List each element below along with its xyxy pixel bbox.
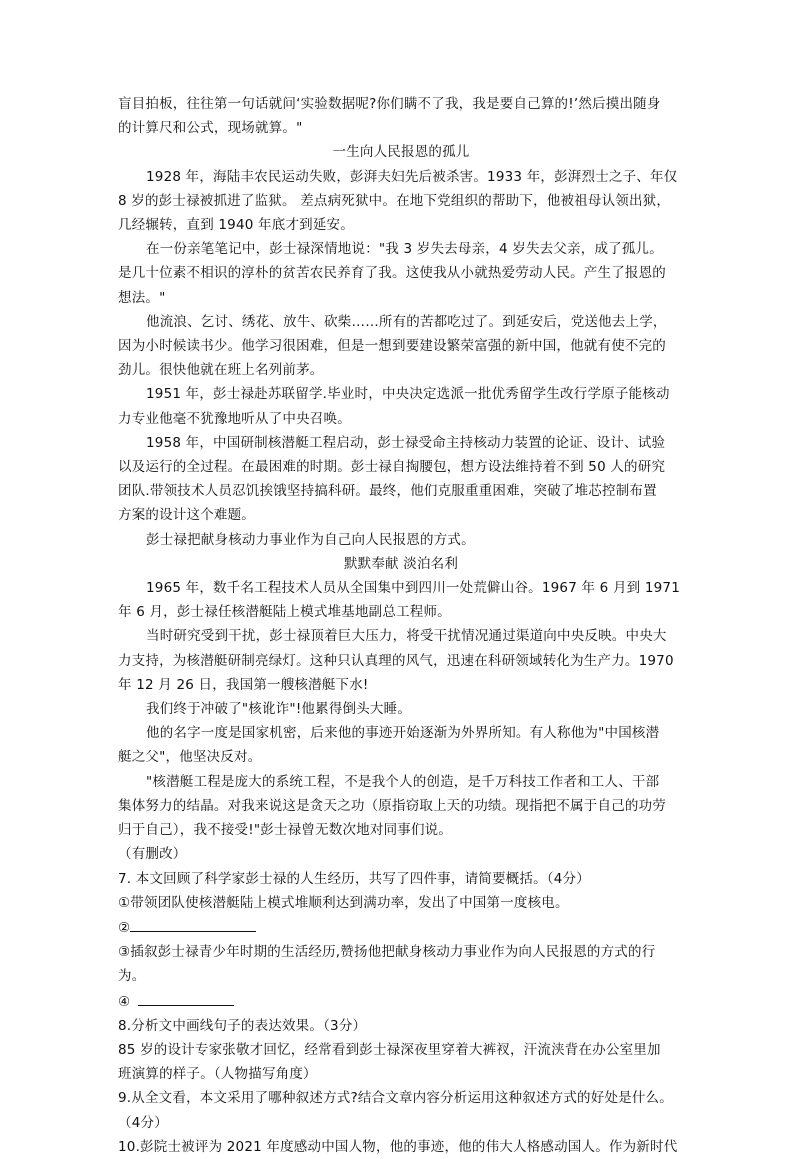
text-line bbox=[118, 624, 684, 648]
text-line bbox=[118, 1086, 684, 1110]
text-line bbox=[118, 310, 684, 334]
line-text: 力专业他毫不犹豫地听从了中央召唤。 bbox=[118, 410, 351, 427]
line-text: 年 6 月，彭士禄任核潜艇陆上模式堆基地副总工程师。 bbox=[118, 604, 451, 621]
line-text: 8.分析文中画线句子的表达效果。（3分） bbox=[118, 1017, 367, 1034]
text-line bbox=[118, 1135, 684, 1159]
text-line bbox=[118, 891, 684, 915]
text-line bbox=[118, 455, 684, 479]
document-page bbox=[118, 92, 684, 1159]
line-text: 一生向人民报恩的孤儿 bbox=[332, 144, 470, 161]
text-line bbox=[118, 286, 684, 310]
line-text: 当时研究受到干扰，彭士禄顶着巨大压力，将受干扰情况通过渠道向中央反映。中央大 bbox=[146, 628, 667, 645]
line-text: 艇之父"，他坚决反对。 bbox=[118, 749, 262, 766]
line-text: ② bbox=[118, 919, 131, 936]
line-text: 归于自己），我不接受!"彭士禄曾无数次地对同事们说。 bbox=[118, 822, 453, 839]
text-line bbox=[118, 721, 684, 745]
text-line bbox=[118, 697, 684, 721]
line-text: 劲儿。很快他就在班上名列前茅。 bbox=[118, 362, 324, 379]
line-text: 因为小时候读书少。他学习很困难，但是一想到要建设繁荣富强的新中国，他就有使不完的 bbox=[118, 338, 666, 355]
text-line bbox=[118, 964, 684, 988]
line-text: 1928 年，海陆丰农民运动失败，彭湃夫妇先后被杀害。1933 年，彭湃烈士之子、年仅 bbox=[146, 168, 678, 185]
text-line bbox=[118, 649, 684, 673]
text-line bbox=[118, 528, 684, 552]
line-text: 1958 年，中国研制核潜艇工程启动，彭士禄受命主持核动力装置的论证、设计、试验 bbox=[146, 434, 666, 451]
text-line bbox=[118, 479, 684, 503]
line-text: 默默奉献 淡泊名利 bbox=[343, 555, 459, 572]
text-line bbox=[118, 745, 684, 769]
line-text: ③插叙彭士禄青少年时期的生活经历,赞扬他把献身核动力事业作为向人民报恩的方式的行 bbox=[118, 944, 656, 961]
text-line bbox=[118, 382, 684, 406]
line-text: 力支持，为核潜艇研制亮绿灯。这种只认真理的风气，迅速在科研领域转化为生产力。1970 bbox=[118, 652, 674, 669]
text-line bbox=[118, 915, 684, 940]
line-text: ④ bbox=[118, 993, 131, 1010]
line-text: 是几十位素不相识的淳朴的贫苦农民养育了我。这使我从小就热爱劳动人民。产生了报恩的 bbox=[118, 265, 666, 282]
line-text: （4分） bbox=[118, 1114, 168, 1131]
line-text: 团队.带领技术人员忍饥挨饿坚持搞科研。最终，他们克服重重困难，突破了堆芯控制布置 bbox=[118, 483, 657, 500]
line-text: （有删改） bbox=[118, 846, 187, 863]
text-line bbox=[118, 237, 684, 261]
line-text: 9.从全文看，本文采用了哪种叙述方式?结合文章内容分析运用这种叙述方式的好处是什么。 bbox=[118, 1090, 673, 1107]
text-line bbox=[118, 165, 684, 189]
line-text: 年 12 月 26 日，我国第一艘核潜艇下水! bbox=[118, 676, 369, 693]
text-line bbox=[118, 673, 684, 697]
text-line bbox=[118, 842, 684, 866]
line-text: 为。 bbox=[118, 968, 146, 985]
line-text: 在一份亲笔笔记中，彭士禄深情地说："我 3 岁失去母亲，4 岁失去父亲，成了孤儿。 bbox=[146, 241, 663, 258]
line-text: 我们终于冲破了"核讹诈"!他累得倒头大睡。 bbox=[146, 701, 412, 718]
line-text: 1951 年，彭士禄赴苏联留学.毕业时，中央决定选派一批优秀留学生改行学原子能核动 bbox=[146, 386, 670, 403]
answer-blank bbox=[138, 989, 234, 1006]
line-text: 想法。" bbox=[118, 289, 166, 306]
text-line bbox=[118, 261, 684, 285]
text-line bbox=[118, 794, 684, 818]
line-text: 的计算尺和公式，现场就算。" bbox=[118, 120, 303, 137]
section-heading bbox=[118, 552, 684, 576]
line-text: 85 岁的设计专家张敬才回忆，经常看到彭士禄深夜里穿着大裤衩，汗流浃背在办公室里加 bbox=[118, 1041, 661, 1058]
line-text: 7. 本文回顾了科学家彭士禄的人生经历，共写了四件事，请简要概括。（4分） bbox=[118, 870, 590, 887]
line-text: 1965 年，数千名工程技术人员从全国集中到四川一处荒僻山谷。1967 年 6 月到 1971 bbox=[146, 580, 681, 597]
line-text: 方案的设计这个难题。 bbox=[118, 507, 255, 524]
line-text: 几经辗转，直到 1940 年底才到延安。 bbox=[118, 217, 354, 234]
answer-blank bbox=[130, 915, 256, 932]
text-line bbox=[118, 213, 684, 237]
line-text: 10.彭院士被评为 2021 年度感动中国人物，他的事迹，他的伟大人格感动国人。作为新时代 bbox=[118, 1138, 678, 1155]
text-line bbox=[118, 407, 684, 431]
text-line bbox=[118, 116, 684, 140]
line-text: 彭士禄把献身核动力事业作为自己向人民报恩的方式。 bbox=[146, 531, 475, 548]
text-line bbox=[118, 1014, 684, 1038]
text-line bbox=[118, 1062, 684, 1086]
text-line bbox=[118, 358, 684, 382]
line-text: "核潜艇工程是庞大的系统工程，不是我个人的创造，是千万科技工作者和工人、干部 bbox=[146, 773, 660, 790]
text-line bbox=[118, 334, 684, 358]
text-line bbox=[118, 431, 684, 455]
line-text: 盲目拍板，往往第一句话就问‘实验数据呢?你们瞒不了我，我是要自己算的!’然后摸出随身 bbox=[118, 96, 661, 112]
line-text: 集体努力的结晶。对我来说这是贪天之功（原指窃取上天的功绩。现指把不属于自己的功劳 bbox=[118, 797, 666, 814]
text-line bbox=[118, 503, 684, 527]
text-line bbox=[118, 189, 684, 213]
line-text: 班演算的样子。（人物描写角度） bbox=[118, 1066, 317, 1083]
text-line bbox=[118, 989, 684, 1014]
text-line bbox=[118, 770, 684, 794]
text-line bbox=[118, 600, 684, 624]
line-text: 8 岁的彭士禄被抓进了监狱。 差点病死狱中。在地下党组织的帮助下，他被祖母认领出狱， bbox=[118, 192, 671, 209]
text-line bbox=[118, 576, 684, 600]
text-line bbox=[118, 818, 684, 842]
line-text: 他的名字一度是国家机密，后来他的事迹开始逐渐为外界所知。有人称他为"中国核潜 bbox=[146, 725, 660, 742]
section-heading bbox=[118, 140, 684, 164]
line-text: 以及运行的全过程。在最困难的时期。彭士禄自掏腰包，想方设法维持着不到 50 人的研究 bbox=[118, 459, 666, 476]
line-text: ①带领团队使核潜艇陆上模式堆顺利达到满功率，发出了中国第一度核电。 bbox=[118, 894, 569, 911]
line-text: 他流浪、乞讨、绣花、放牛、砍柴……所有的苦都吃过了。到延安后，党送他去上学， bbox=[146, 313, 667, 330]
text-line bbox=[118, 1038, 684, 1062]
text-line bbox=[118, 92, 684, 116]
text-line bbox=[118, 867, 684, 891]
text-line bbox=[118, 940, 684, 964]
